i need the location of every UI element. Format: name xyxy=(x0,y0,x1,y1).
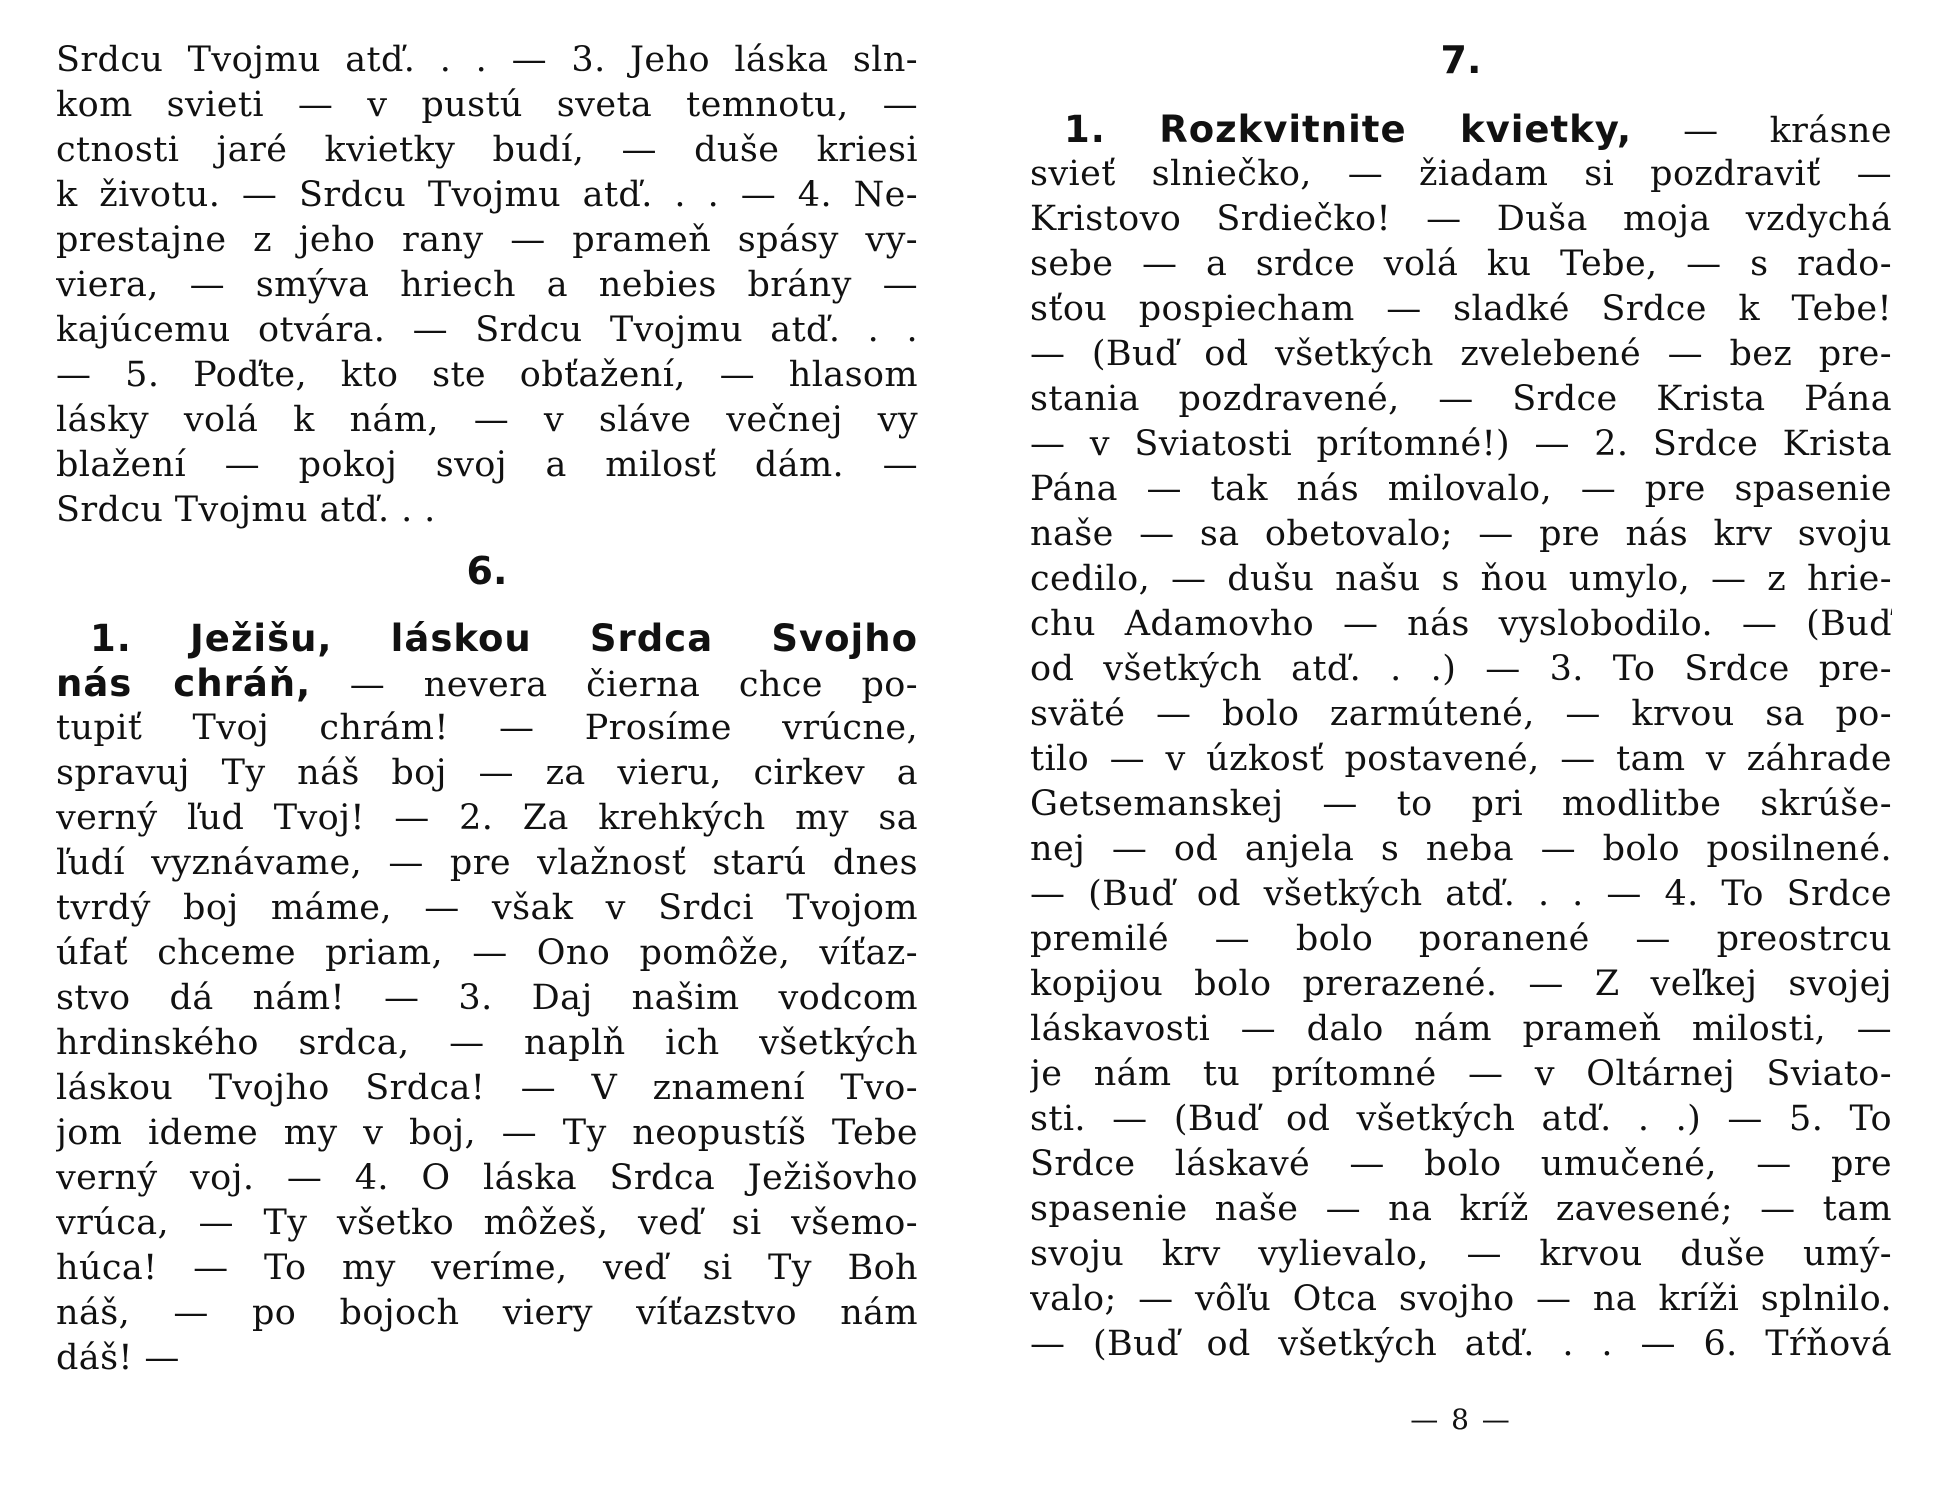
hymn-title-line: 1. Ježišu, láskou Srdca Svojho xyxy=(90,617,918,660)
text-line: svoju krv vylievalo, — krvou duše umý- xyxy=(1030,1234,1892,1274)
text-line: — (Buď od všetkých atď. . . — 4. To Srdce xyxy=(1030,874,1892,914)
text-line: vrúca, — Ty všetko môžeš, veď si všemo- xyxy=(56,1203,918,1243)
text-line xyxy=(56,661,918,706)
text-line: — 5. Poďte, kto ste obťažení, — hlasom xyxy=(56,355,918,395)
text-line: cedilo, — dušu našu s ňou umylo, — z hrie- xyxy=(1030,559,1892,599)
text-line: Srdce láskavé — bolo umučené, — pre xyxy=(1030,1144,1892,1184)
text-line: stania pozdravené, — Srdce Krista Pána xyxy=(1030,379,1892,419)
text-line: lásky volá k nám, — v sláve večnej vy xyxy=(56,400,918,440)
text-line: tupiť Tvoj chrám! — Prosíme vrúcne, xyxy=(56,708,918,748)
text-line: Pána — tak nás milovalo, — pre spasenie xyxy=(1030,469,1892,509)
text-line: Srdcu Tvojmu atď. . . xyxy=(56,490,436,530)
text-line: spravuj Ty náš boj — za vieru, cirkev a xyxy=(56,753,918,793)
text-line xyxy=(1030,107,1892,152)
text-line: chu Adamovho — nás vyslobodilo. — (Buď xyxy=(1030,604,1892,644)
text-line: premilé — bolo poranené — preostrcu xyxy=(1030,919,1892,959)
text-line: kajúcemu otvára. — Srdcu Tvojmu atď. . . xyxy=(56,310,918,350)
text-line: sebe — a srdce volá ku Tebe, — s rado- xyxy=(1030,244,1892,284)
text-line: sväté — bolo zarmútené, — krvou sa po- xyxy=(1030,694,1892,734)
text-line: prestajne z jeho rany — prameň spásy vy- xyxy=(56,220,918,260)
left-page xyxy=(56,38,918,1381)
text-line: je nám tu prítomné — v Oltárnej Sviato- xyxy=(1030,1054,1892,1094)
section-number-7: 7. xyxy=(1440,38,1482,82)
text-line: Srdcu Tvojmu atď. . . — 3. Jeho láska sln- xyxy=(56,40,918,80)
text-line: jom ideme my v boj, — Ty neopustíš Tebe xyxy=(56,1113,918,1153)
text-line: spasenie naše — na kríž zavesené; — tam xyxy=(1030,1189,1892,1229)
text-line: húca! — To my veríme, veď si Ty Boh xyxy=(56,1248,918,1288)
text-line: úfať chceme priam, — Ono pomôže, víťaz- xyxy=(56,933,918,973)
hymn-7-text xyxy=(1030,107,1892,1367)
text-line: viera, — smýva hriech a nebies brány — xyxy=(56,265,918,305)
text-line: Kristovo Srdiečko! — Duša moja vzdychá xyxy=(1030,199,1892,239)
text-line: hrdinského srdca, — naplň ich všetkých xyxy=(56,1023,918,1063)
text-line: nej — od anjela s neba — bolo posilnené. xyxy=(1030,829,1892,869)
text-line: — (Buď od všetkých zvelebené — bez pre- xyxy=(1030,334,1892,374)
text-line: verný voj. — 4. O láska Srdca Ježišovho xyxy=(56,1158,918,1198)
text-line: sti. — (Buď od všetkých atď. . .) — 5. To xyxy=(1030,1099,1892,1139)
text-line: naše — sa obetovalo; — pre nás krv svoju xyxy=(1030,514,1892,554)
hymn-6-text xyxy=(56,616,918,1381)
text-line: stvo dá nám! — 3. Daj našim vodcom xyxy=(56,978,918,1018)
text-line: — v Sviatosti prítomné!) — 2. Srdce Krista xyxy=(1030,424,1892,464)
hymn-title-bold: 1. Rozkvitnite kvietky, xyxy=(1064,108,1633,151)
hymn-title-bold: nás chráň, xyxy=(56,662,312,705)
text-line: náš, — po bojoch viery víťazstvo nám xyxy=(56,1293,918,1333)
text-line: — (Buď od všetkých atď. . . — 6. Tŕňová xyxy=(1030,1324,1892,1364)
text-line: blažení — pokoj svoj a milosť dám. — xyxy=(56,445,918,485)
section-number-6: 6. xyxy=(466,549,508,593)
left-page-top-text xyxy=(56,38,918,533)
page-number: — 8 — xyxy=(1410,1403,1512,1436)
text-line: valo; — vôľu Otca svojho — na kríži splnilo. xyxy=(1030,1279,1892,1319)
text-line: k životu. — Srdcu Tvojmu atď. . . — 4. Ne- xyxy=(56,175,918,215)
text-line: ľudí vyznávame, — pre vlažnosť starú dnes xyxy=(56,843,918,883)
text-fragment: — krásne xyxy=(1632,111,1892,151)
text-line: svieť slniečko, — žiadam si pozdraviť — xyxy=(1030,154,1892,194)
text-line: Getsemanskej — to pri modlitbe skrúše- xyxy=(1030,784,1892,824)
text-line: verný ľud Tvoj! — 2. Za krehkých my sa xyxy=(56,798,918,838)
text-line: ctnosti jaré kvietky budí, — duše kriesi xyxy=(56,130,918,170)
text-line: láskou Tvojho Srdca! — V znamení Tvo- xyxy=(56,1068,918,1108)
text-fragment: — nevera čierna chce po- xyxy=(311,665,918,705)
text-line: sťou pospiecham — sladké Srdce k Tebe! xyxy=(1030,289,1892,329)
text-line: kom svieti — v pustú sveta temnotu, — xyxy=(56,85,918,125)
text-line: od všetkých atď. . .) — 3. To Srdce pre- xyxy=(1030,649,1892,689)
text-line: tvrdý boj máme, — však v Srdci Tvojom xyxy=(56,888,918,928)
text-line: tilo — v úzkosť postavené, — tam v záhrade xyxy=(1030,739,1892,779)
text-line: kopijou bolo prerazené. — Z veľkej svojej xyxy=(1030,964,1892,1004)
text-line: láskavosti — dalo nám prameň milosti, — xyxy=(1030,1009,1892,1049)
right-page xyxy=(1030,38,1892,1367)
text-line: dáš! — xyxy=(56,1338,180,1378)
